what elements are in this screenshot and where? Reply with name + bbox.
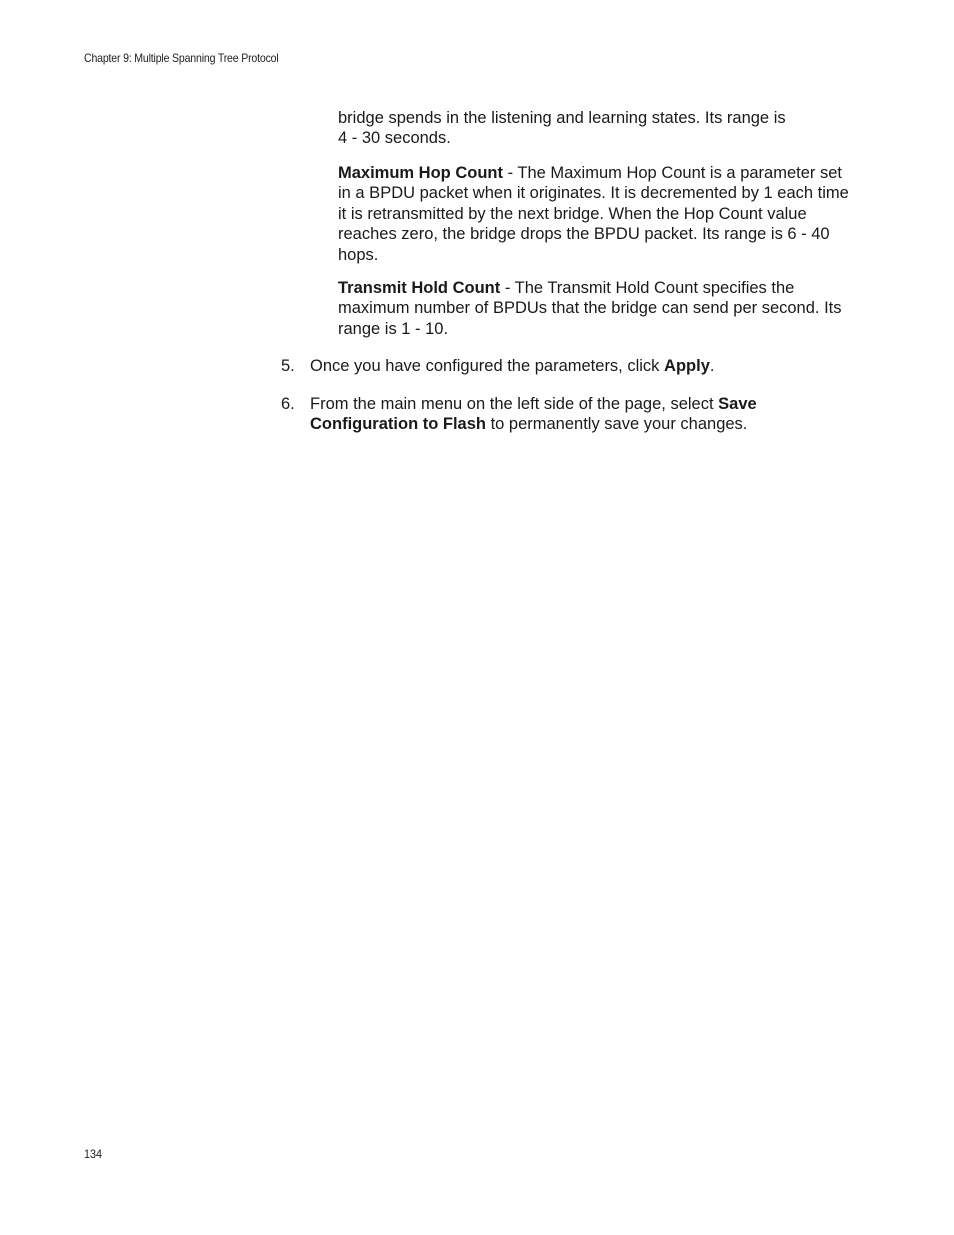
- max-hop-count-description: - The Maximum Hop Count is a parameter set in a BPDU packet when it originates. It is decremented by 1 each time it is retransmitted by the next bridge. When the Hop Count value reaches zero, the bridge drops the BPDU packet. Its range is 6 - 40 hops.: [338, 164, 849, 264]
- step-5-apply-label: Apply: [664, 357, 710, 375]
- running-header: Chapter 9: Multiple Spanning Tree Protocol: [84, 51, 279, 65]
- step-6-text-before: From the main menu on the left side of the page, select: [310, 395, 719, 413]
- step-6-number: 6.: [281, 395, 295, 413]
- step-6: [281, 394, 851, 435]
- step-5-text: [310, 356, 851, 376]
- step-5-text-after: .: [709, 357, 715, 375]
- forward-delay-line-1: bridge spends in the listening and learning states. Its range is: [338, 109, 786, 127]
- transmit-hold-count-paragraph: [338, 278, 858, 339]
- transmit-hold-count-term: Transmit Hold Count: [338, 279, 501, 297]
- step-6-text-after: to permanently save your changes.: [485, 415, 748, 434]
- page-number: 134: [84, 1147, 103, 1161]
- step-6-text: [310, 394, 851, 435]
- step-5: [281, 356, 851, 376]
- forward-delay-line-2: 4 - 30 seconds.: [338, 129, 451, 148]
- max-hop-count-paragraph: [338, 163, 858, 265]
- forward-delay-continuation: [338, 108, 858, 149]
- step-6-save-config-label: Save Configuration to Flash: [310, 395, 757, 434]
- max-hop-count-term: Maximum Hop Count: [338, 164, 503, 182]
- transmit-hold-count-description: - The Transmit Hold Count specifies the maximum number of BPDUs that the bridge can send per second. Its range is 1 - 10.: [338, 279, 842, 338]
- step-5-text-before: Once you have configured the parameters, click: [310, 357, 665, 375]
- step-5-number: 5.: [281, 357, 295, 375]
